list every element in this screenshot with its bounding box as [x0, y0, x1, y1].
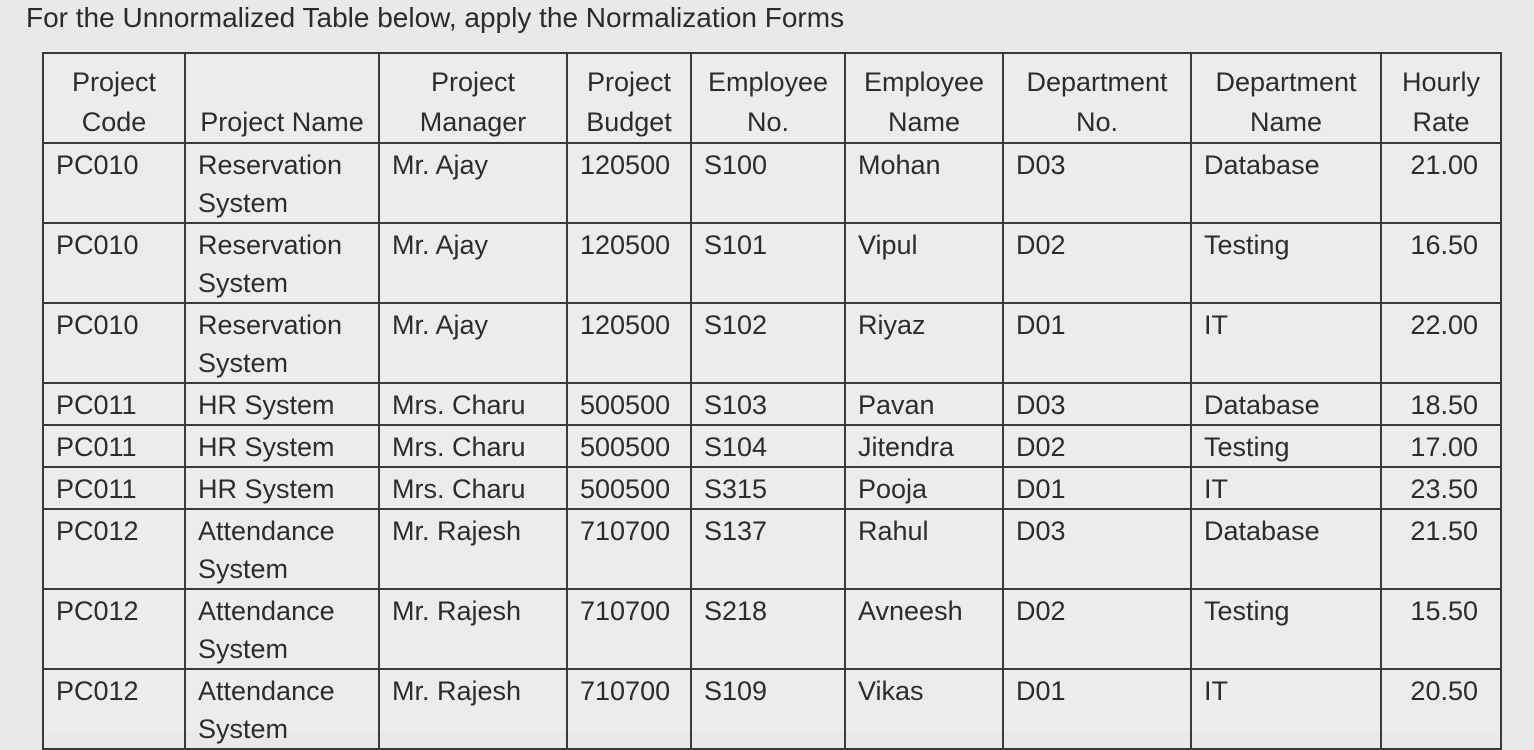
- cell-project-name: Attendance System: [185, 589, 379, 669]
- table-row: [43, 383, 1501, 425]
- cell-department-no: D01: [1003, 669, 1191, 749]
- cell-project-code: PC011: [43, 425, 185, 467]
- table-row: [43, 303, 1501, 383]
- cell-hourly-rate: 23.50: [1381, 467, 1501, 509]
- cell-department-name: IT: [1191, 669, 1381, 749]
- table-row: [43, 143, 1501, 223]
- cell-department-name: Testing: [1191, 223, 1381, 303]
- cell-employee-no: S104: [691, 425, 845, 467]
- cell-department-name: Database: [1191, 143, 1381, 223]
- header-project-manager: Project Manager: [379, 53, 567, 143]
- cell-project-name: Attendance System: [185, 669, 379, 749]
- cell-hourly-rate: 18.50: [1381, 383, 1501, 425]
- page-heading: For the Unnormalized Table below, apply the Normalization Forms: [26, 2, 845, 33]
- cell-hourly-rate: 15.50: [1381, 589, 1501, 669]
- cell-project-code: PC012: [43, 589, 185, 669]
- cell-project-name: HR System: [185, 383, 379, 425]
- cell-employee-no: S103: [691, 383, 845, 425]
- cell-department-no: D02: [1003, 589, 1191, 669]
- cell-department-no: D03: [1003, 143, 1191, 223]
- unnormalized-table: [42, 52, 1502, 750]
- cell-department-no: D03: [1003, 383, 1191, 425]
- cell-project-code: PC011: [43, 383, 185, 425]
- cell-project-budget: 120500: [567, 303, 691, 383]
- cell-project-manager: Mr. Rajesh: [379, 509, 567, 589]
- cell-project-budget: 710700: [567, 589, 691, 669]
- cell-department-no: D01: [1003, 467, 1191, 509]
- cell-employee-no: S101: [691, 223, 845, 303]
- cell-employee-name: Mohan: [845, 143, 1003, 223]
- cell-employee-name: Vikas: [845, 669, 1003, 749]
- cell-department-no: D01: [1003, 303, 1191, 383]
- table-row: [43, 509, 1501, 589]
- cell-project-manager: Mrs. Charu: [379, 425, 567, 467]
- header-employee-no: Employee No.: [691, 53, 845, 143]
- cell-department-no: D03: [1003, 509, 1191, 589]
- cell-project-name: Reservation System: [185, 303, 379, 383]
- cell-department-name: Testing: [1191, 425, 1381, 467]
- cell-project-budget: 500500: [567, 467, 691, 509]
- header-hourly-rate: Hourly Rate: [1381, 53, 1501, 143]
- header-department-name: Department Name: [1191, 53, 1381, 143]
- cell-employee-name: Riyaz: [845, 303, 1003, 383]
- cell-employee-name: Rahul: [845, 509, 1003, 589]
- cell-hourly-rate: 22.00: [1381, 303, 1501, 383]
- cell-project-manager: Mr. Rajesh: [379, 669, 567, 749]
- cell-department-no: D02: [1003, 223, 1191, 303]
- cell-project-name: HR System: [185, 467, 379, 509]
- cell-project-name: Reservation System: [185, 223, 379, 303]
- table-header-row: [43, 53, 1501, 143]
- cell-project-code: PC012: [43, 509, 185, 589]
- cell-project-code: PC012: [43, 669, 185, 749]
- cell-department-name: Database: [1191, 509, 1381, 589]
- cell-employee-name: Pooja: [845, 467, 1003, 509]
- cell-project-budget: 500500: [567, 425, 691, 467]
- header-department-no: Department No.: [1003, 53, 1191, 143]
- cell-department-name: Testing: [1191, 589, 1381, 669]
- cell-employee-name: Pavan: [845, 383, 1003, 425]
- cell-project-code: PC010: [43, 223, 185, 303]
- cell-project-manager: Mr. Ajay: [379, 223, 567, 303]
- table-row: [43, 589, 1501, 669]
- cell-project-code: PC010: [43, 303, 185, 383]
- cell-project-budget: 710700: [567, 669, 691, 749]
- cell-department-name: IT: [1191, 303, 1381, 383]
- cell-project-budget: 710700: [567, 509, 691, 589]
- cell-project-name: Reservation System: [185, 143, 379, 223]
- header-employee-name: Employee Name: [845, 53, 1003, 143]
- cell-hourly-rate: 17.00: [1381, 425, 1501, 467]
- header-project-budget: Project Budget: [567, 53, 691, 143]
- cell-employee-no: S315: [691, 467, 845, 509]
- cell-project-budget: 120500: [567, 143, 691, 223]
- cell-project-name: HR System: [185, 425, 379, 467]
- cell-employee-no: S102: [691, 303, 845, 383]
- cell-project-manager: Mr. Ajay: [379, 143, 567, 223]
- cell-project-name: Attendance System: [185, 509, 379, 589]
- table-row: [43, 467, 1501, 509]
- cell-project-code: PC010: [43, 143, 185, 223]
- cell-project-manager: Mrs. Charu: [379, 383, 567, 425]
- cell-employee-no: S109: [691, 669, 845, 749]
- cell-hourly-rate: 20.50: [1381, 669, 1501, 749]
- cell-project-manager: Mr. Rajesh: [379, 589, 567, 669]
- header-project-code: Project Code: [43, 53, 185, 143]
- cell-department-name: Database: [1191, 383, 1381, 425]
- cell-department-no: D02: [1003, 425, 1191, 467]
- cell-hourly-rate: 16.50: [1381, 223, 1501, 303]
- cell-project-code: PC011: [43, 467, 185, 509]
- cell-hourly-rate: 21.50: [1381, 509, 1501, 589]
- header-project-name: Project Name: [185, 53, 379, 143]
- cell-department-name: IT: [1191, 467, 1381, 509]
- cell-employee-name: Jitendra: [845, 425, 1003, 467]
- table-row: [43, 223, 1501, 303]
- cell-employee-no: S100: [691, 143, 845, 223]
- table-row: [43, 425, 1501, 467]
- table-row: [43, 669, 1501, 749]
- cell-project-budget: 500500: [567, 383, 691, 425]
- cell-employee-no: S137: [691, 509, 845, 589]
- cell-project-manager: Mr. Ajay: [379, 303, 567, 383]
- unnormalized-table-container: [42, 52, 1500, 744]
- cell-project-manager: Mrs. Charu: [379, 467, 567, 509]
- cell-hourly-rate: 21.00: [1381, 143, 1501, 223]
- cell-project-budget: 120500: [567, 223, 691, 303]
- cell-employee-name: Avneesh: [845, 589, 1003, 669]
- cell-employee-no: S218: [691, 589, 845, 669]
- cell-employee-name: Vipul: [845, 223, 1003, 303]
